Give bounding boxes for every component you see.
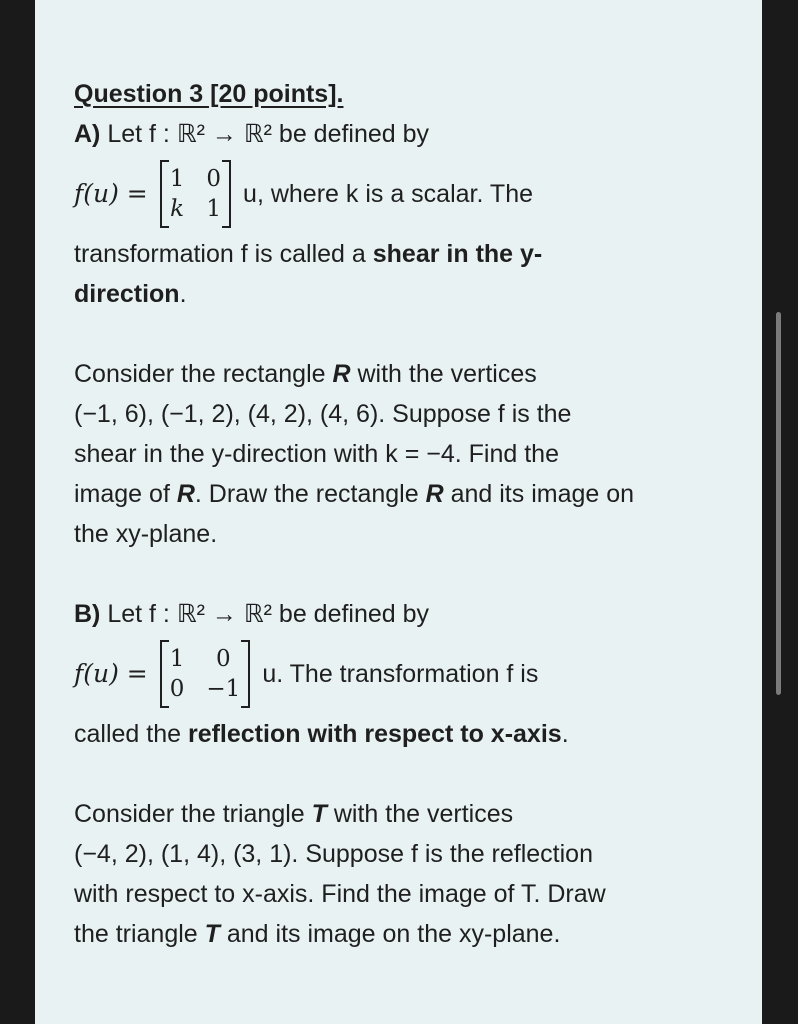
part-a-p2-line1-post: with the vertices bbox=[350, 360, 537, 388]
part-a-shear-term: shear in the y- bbox=[372, 240, 543, 268]
part-a-fu: f(u) = bbox=[74, 179, 148, 208]
part-a-line4-post: . bbox=[179, 280, 187, 308]
part-a-p2-line1-pre: Consider the rectangle bbox=[74, 360, 333, 388]
part-b-line3 bbox=[74, 714, 734, 754]
part-a-after-matrix: u, where k is a scalar. The bbox=[243, 180, 534, 208]
part-a-direction-term: direction bbox=[74, 280, 180, 308]
part-a-p2-line3: shear in the y-direction with k = −4. Find the bbox=[74, 440, 559, 468]
triangle-t-symbol: T bbox=[311, 800, 327, 828]
rectangle-r-symbol: R bbox=[332, 360, 351, 388]
part-a-line3 bbox=[74, 234, 734, 274]
part-a-equation bbox=[74, 154, 734, 234]
part-b-p2-line2: (−4, 2), (1, 4), (3, 1). Suppose f is the reflection bbox=[74, 840, 593, 868]
rectangle-r-symbol: R bbox=[176, 480, 195, 508]
part-b-after-matrix: u. The transformation f is bbox=[262, 660, 539, 688]
part-b-matrix bbox=[160, 640, 251, 708]
rectangle-r-symbol: R bbox=[425, 480, 444, 508]
part-a-intro-text: Let f : ℝ² → ℝ² be defined by bbox=[107, 120, 430, 148]
matrix-b-21: 0 bbox=[169, 676, 185, 702]
part-b-label: B) bbox=[74, 600, 101, 628]
part-a-p2-line4-mid: . Draw the rectangle bbox=[194, 480, 426, 508]
part-b-equation bbox=[74, 634, 734, 714]
part-a-label: A) bbox=[74, 120, 101, 148]
question-heading: Question 3 [20 points]. bbox=[74, 80, 344, 108]
part-a-p2-line4-pre: image of bbox=[74, 480, 177, 508]
part-b-p2-line3: with respect to x-axis. Find the image of T. Draw bbox=[74, 880, 606, 908]
triangle-t-symbol: T bbox=[204, 920, 220, 948]
part-b-p2-line4-pre: the triangle bbox=[74, 920, 205, 948]
part-a-line3-text: transformation f is called a bbox=[74, 240, 373, 268]
spacer bbox=[74, 754, 734, 794]
part-a-p2-line1 bbox=[74, 354, 734, 394]
part-a-p2-line4-post: and its image on bbox=[443, 480, 635, 508]
part-b-intro bbox=[74, 594, 734, 634]
part-b-p2-line1-post: with the vertices bbox=[326, 800, 514, 828]
part-b-fu: f(u) = bbox=[74, 659, 148, 688]
matrix-b-22: −1 bbox=[206, 676, 241, 702]
spacer bbox=[74, 554, 734, 594]
part-a-line4 bbox=[74, 274, 734, 314]
part-b-p2-line1 bbox=[74, 794, 734, 834]
part-a-matrix bbox=[160, 160, 231, 228]
part-b-line3-post: . bbox=[561, 720, 569, 748]
part-b-p2-line1-pre: Consider the triangle bbox=[74, 800, 312, 828]
matrix-b-12: 0 bbox=[216, 646, 231, 672]
part-b-reflection-term: reflection with respect to x-axis bbox=[187, 720, 562, 748]
part-a-p2-line2: (−1, 6), (−1, 2), (4, 2), (4, 6). Suppose f is the bbox=[74, 400, 572, 428]
scrollbar[interactable] bbox=[776, 312, 781, 695]
part-a-p2-line4 bbox=[74, 474, 734, 514]
spacer bbox=[74, 314, 734, 354]
part-b-p2-line4 bbox=[74, 914, 734, 954]
part-a-intro bbox=[74, 114, 734, 154]
matrix-a-21: k bbox=[170, 196, 185, 222]
part-a-p2-line5: the xy-plane. bbox=[74, 520, 218, 548]
matrix-b-11: 1 bbox=[169, 646, 185, 672]
part-b-intro-text: Let f : ℝ² → ℝ² be defined by bbox=[107, 600, 430, 628]
matrix-a-11: 1 bbox=[169, 166, 185, 192]
matrix-a-22: 1 bbox=[206, 196, 222, 222]
question-content bbox=[74, 74, 734, 954]
part-b-p2-line4-post: and its image on the xy-plane. bbox=[219, 920, 561, 948]
matrix-a-12: 0 bbox=[206, 166, 222, 192]
part-b-line3-pre: called the bbox=[74, 720, 188, 748]
